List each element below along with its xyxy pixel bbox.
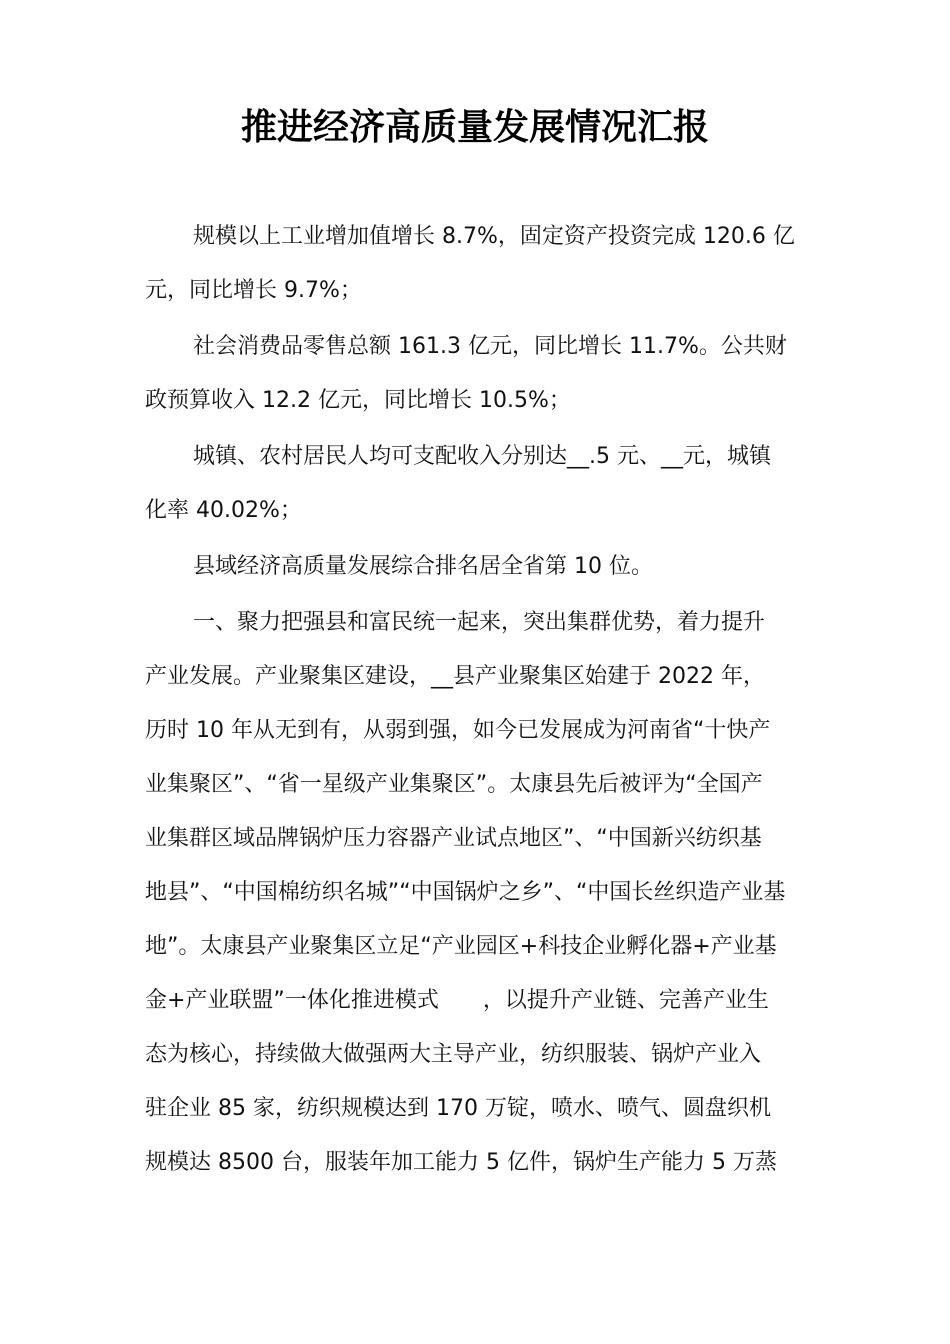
paragraph [145, 430, 815, 538]
paragraph [145, 596, 815, 1190]
text-line: 元，同比增长 9.7%； [145, 278, 362, 303]
text-line: 化率 40.02%； [145, 498, 302, 523]
document-body [145, 210, 815, 1192]
text-line: 驻企业 85 家，纺织规模达到 170 万锭，喷水、喷气、圆盘织机 [145, 1096, 771, 1121]
text-line: 政预算收入 12.2 亿元，同比增长 10.5%； [145, 388, 571, 413]
text-line: 业集聚区”、“省一星级产业集聚区”。太康县先后被评为“全国产 [145, 772, 763, 797]
paragraph [145, 210, 815, 318]
text-line: 金+产业联盟”一体化推进模式 ，以提升产业链、完善产业生 [145, 988, 769, 1013]
text-line: 历时 10 年从无到有，从弱到强，如今已发展成为河南省“十快产 [145, 718, 771, 743]
text-line: 一、聚力把强县和富民统一起来，突出集群优势，着力提升 [193, 610, 766, 635]
text-line: 态为核心，持续做大做强两大主导产业，纺织服装、锅炉产业入 [145, 1042, 762, 1067]
text-line: 规模达 8500 台，服装年加工能力 5 亿件，锅炉生产能力 5 万蒸 [145, 1150, 777, 1175]
paragraph [145, 540, 815, 594]
document-title: 推进经济高质量发展情况汇报 [240, 107, 709, 148]
text-line: 社会消费品零售总额 161.3 亿元，同比增长 11.7%。公共财 [193, 334, 787, 359]
text-line: 城镇、农村居民人均可支配收入分别达__.5 元、__元，城镇 [193, 444, 771, 469]
text-line: 业集群区域品牌锅炉压力容器产业试点地区”、“中国新兴纺织基 [145, 826, 762, 851]
text-line: 产业发展。产业聚集区建设，__县产业聚集区始建于 2022 年， [145, 664, 765, 689]
text-line: 地县”、“中国棉纺织名城”“中国锅炉之乡”、“中国长丝织造产业基 [145, 880, 786, 905]
text-line: 地”。太康县产业聚集区立足“产业园区+科技企业孵化器+产业基 [145, 934, 777, 959]
text-line: 规模以上工业增加值增长 8.7%，固定资产投资完成 120.6 亿 [193, 224, 795, 249]
paragraph [145, 320, 815, 428]
text-line: 县域经济高质量发展综合排名居全省第 10 位。 [193, 554, 653, 579]
